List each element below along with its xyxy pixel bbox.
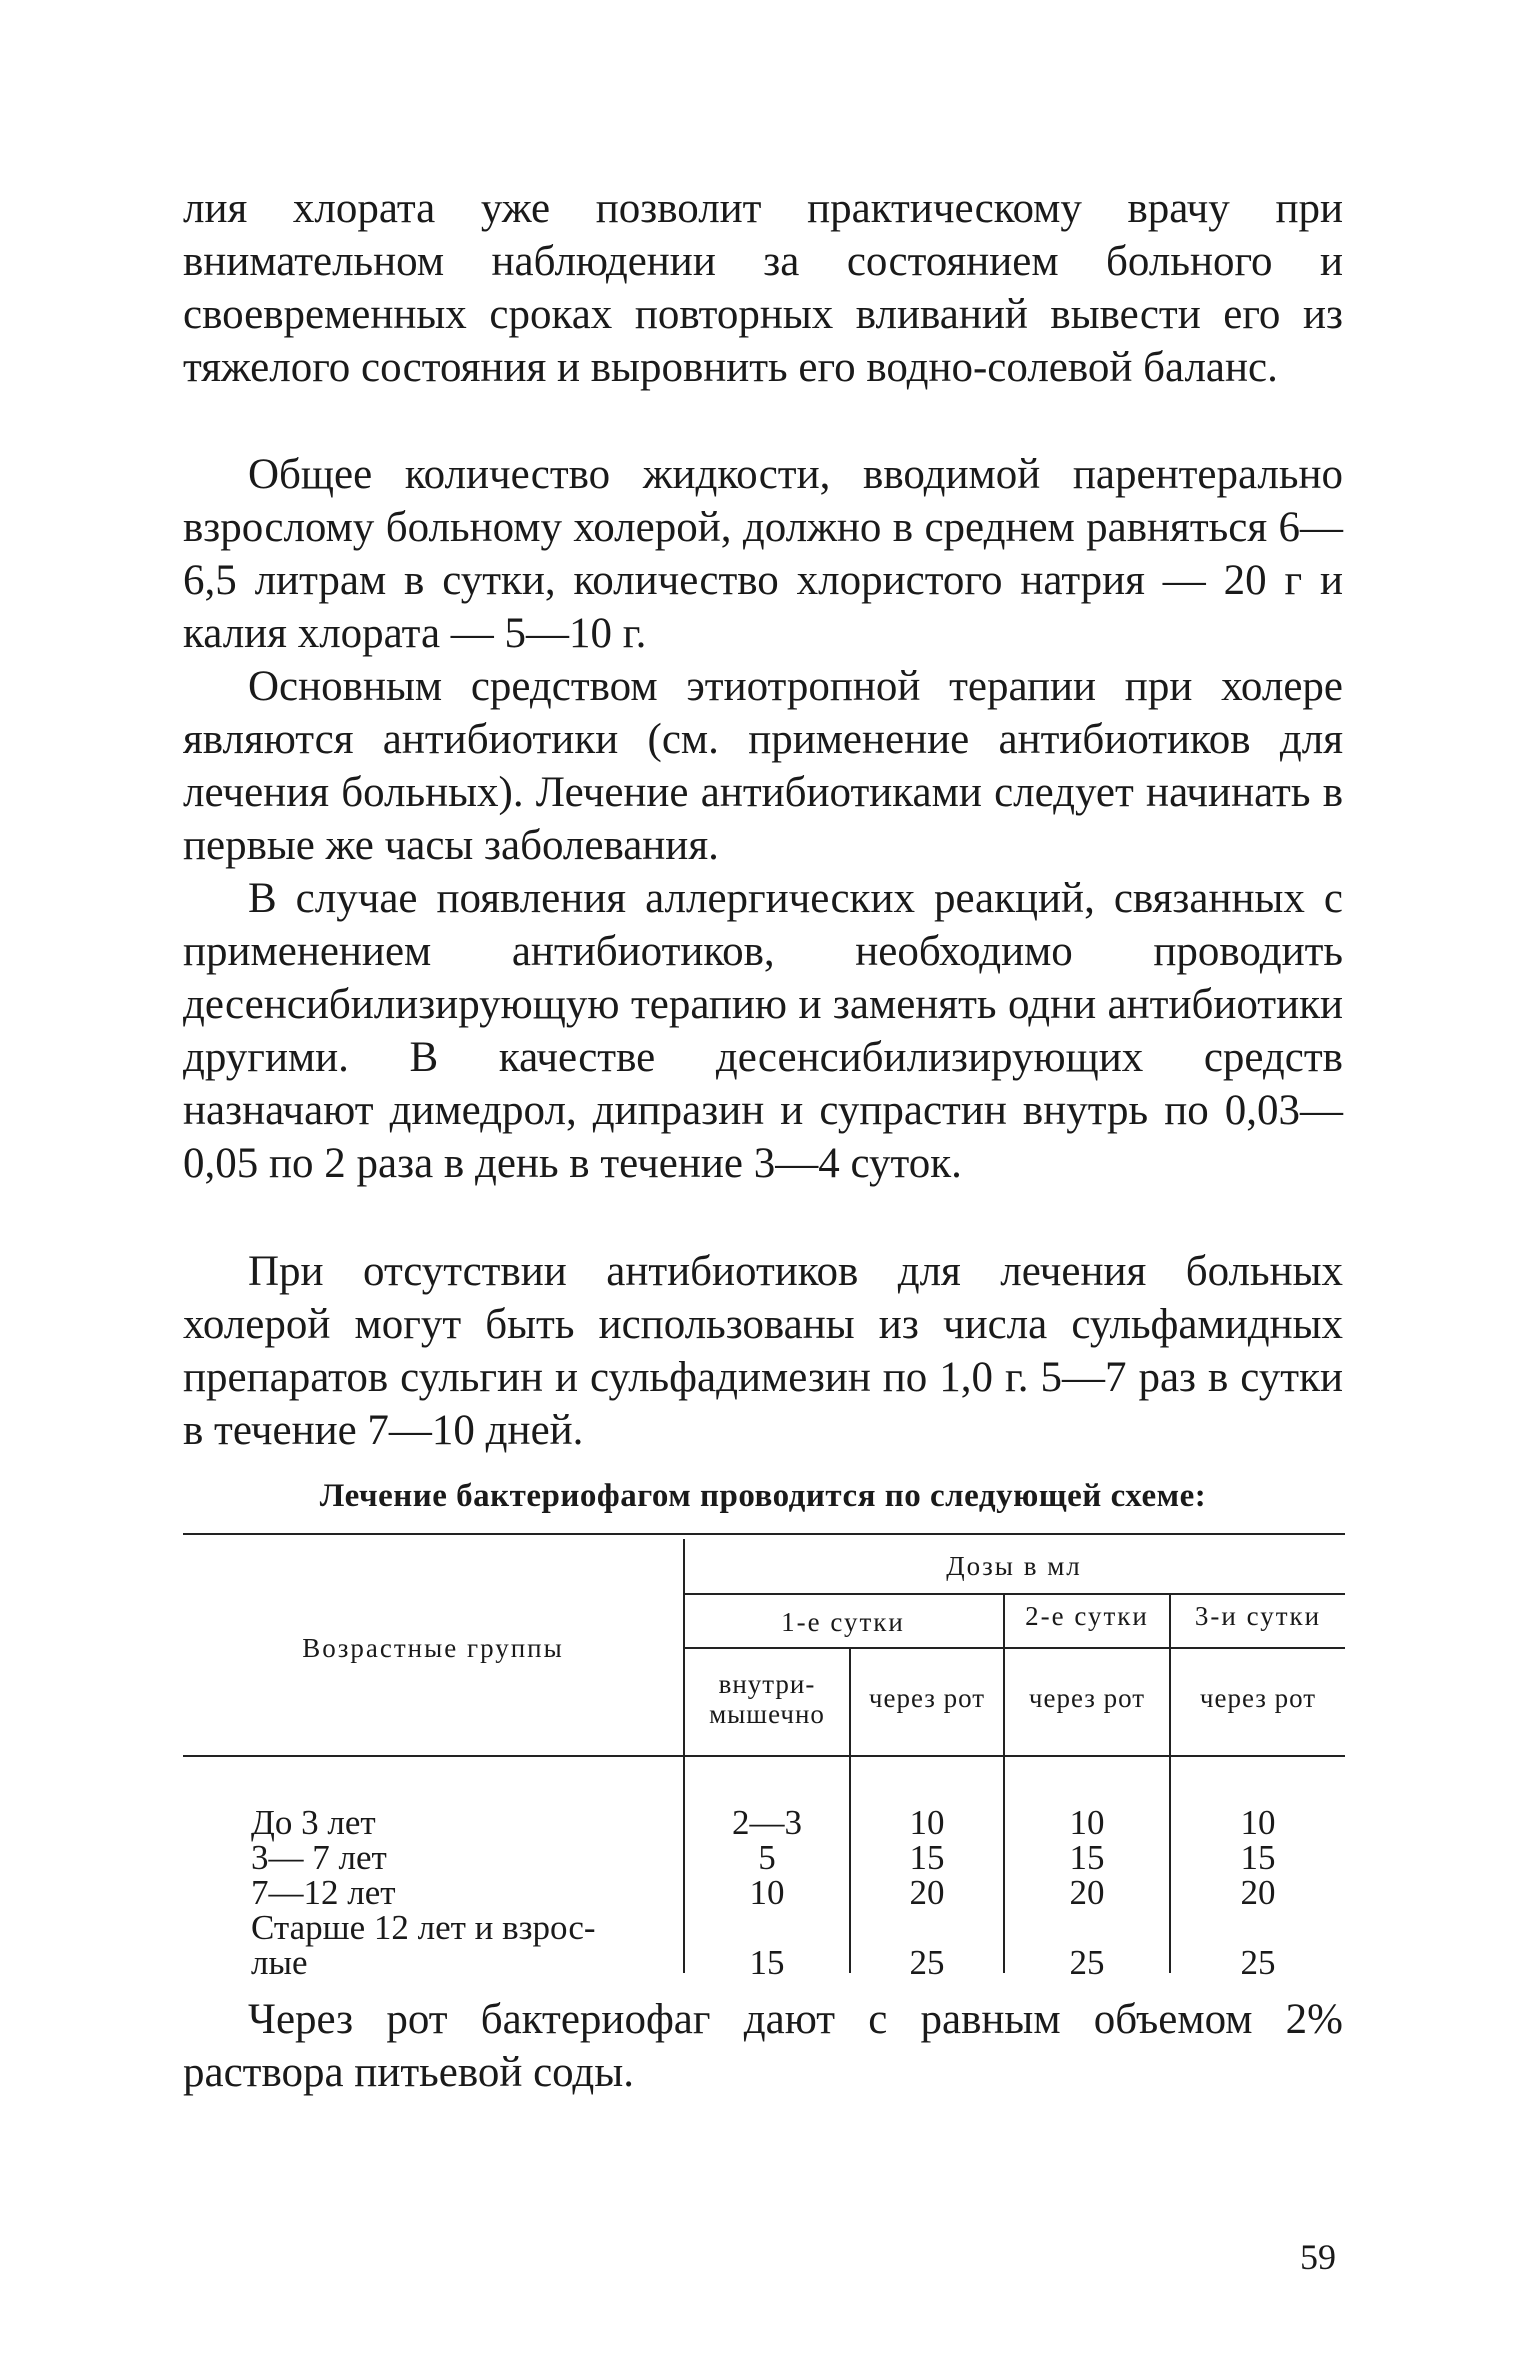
header-intramuscular-line2: мышечно — [709, 1699, 825, 1729]
cell-d2-1: 10 — [1069, 1803, 1105, 1842]
row-age-4-line2: лые — [251, 1943, 308, 1982]
cell-d1-4: 25 — [909, 1943, 945, 1982]
cell-im-3: 10 — [749, 1873, 785, 1912]
cell-d3-3: 20 — [1240, 1873, 1276, 1912]
header-intramuscular — [685, 1669, 849, 1729]
header-day-3: 3-и сутки — [1194, 1601, 1322, 1631]
row-age-2: 3— 7 лет — [251, 1838, 387, 1877]
cell-d3-2: 15 — [1240, 1838, 1276, 1877]
paragraph-2-text: Общее количество жидкости, вводимой парентерально взрослому больному холерой, должно в среднем равняться 6—6,5 литрам в сутки, количество хлористого натрия — 20 г и калия хлората — 5—10 г. — [183, 451, 1343, 657]
header-intramuscular-line1: внутри- — [718, 1669, 816, 1699]
cell-d2-2: 15 — [1069, 1838, 1105, 1877]
cell-d1-1: 10 — [909, 1803, 945, 1842]
closing-paragraph — [183, 1993, 1343, 2099]
paragraph-1-text: лия хлората уже позволит практическому врачу при внимательном наблюдении за состоянием больного и своевременных сроках повторных вливаний вывести его из тяжелого состояния и выровнить его водно-солевой баланс. — [183, 185, 1343, 391]
dosage-table — [183, 1533, 1345, 1982]
paragraph-5 — [183, 1245, 1343, 1457]
header-day-1: 1-е сутки — [781, 1607, 905, 1637]
header-age-groups: Возрастные группы — [302, 1633, 564, 1663]
row-age-3: 7—12 лет — [251, 1873, 396, 1912]
day-header-rule — [685, 1647, 1345, 1649]
header-oral-day-3: через рот — [1199, 1683, 1317, 1713]
row-age-4-line1: Старше 12 лет и взрос- — [251, 1908, 596, 1947]
paragraph-4 — [183, 872, 1343, 1190]
cell-d1-3: 20 — [909, 1873, 945, 1912]
header-doses: Дозы в мл — [946, 1551, 1082, 1581]
cell-d2-3: 20 — [1069, 1873, 1105, 1912]
cell-d2-4: 25 — [1069, 1943, 1105, 1982]
closing-paragraph-text: Через рот бактериофаг дают с равным объемом 2% раствора питьевой соды. — [183, 1996, 1343, 2096]
page-number: 59 — [1300, 2237, 1336, 2277]
header-oral-day-1: через рот — [868, 1683, 986, 1713]
paragraph-4-text: В случае появления аллергических реакций, связанных с применением антибиотиков, необходимо проводить десенсибилизирующую терапию и заменять одни антибиотики другими. В качестве десенсибилизирующих средств назначают димедрол, дипразин и супрастин внутрь по 0,03—0,05 по 2 раза в день в течение 3—4 суток. — [183, 875, 1343, 1187]
day3-column-divider — [1169, 1595, 1171, 1973]
day2-column-divider — [1003, 1595, 1005, 1973]
cell-d3-1: 10 — [1240, 1803, 1276, 1842]
paragraph-5-text: При отсутствии антибиотиков для лечения больных холерой могут быть использованы из числа сульфамидных препаратов сульгин и сульфадимезин по 1,0 г. 5—7 раз в сутки в течение 7—10 дней. — [183, 1248, 1343, 1454]
paragraph-3-text: Основным средством этиотропной терапии при холере являются антибиотики (см. применение антибиотиков для лечения больных). Лечение антибиотиками следует начинать в первые же часы заболевания. — [183, 663, 1343, 869]
cell-d3-4: 25 — [1240, 1943, 1276, 1982]
header-oral-day-2: через рот — [1028, 1683, 1146, 1713]
table-top-rule — [183, 1533, 1345, 1535]
paragraph-2 — [183, 448, 1343, 660]
cell-im-1: 2—3 — [732, 1803, 802, 1842]
cell-im-2: 5 — [758, 1838, 776, 1877]
row-age-1: До 3 лет — [251, 1803, 376, 1842]
cell-d1-2: 15 — [909, 1838, 945, 1877]
paragraph-1 — [183, 182, 1343, 394]
cell-im-4: 15 — [749, 1943, 785, 1982]
header-day-2: 2-е сутки — [1025, 1601, 1149, 1631]
table-caption: Лечение бактериофагом проводится по следующей схеме: — [319, 1478, 1207, 1514]
paragraph-3 — [183, 660, 1343, 872]
doses-header-rule — [685, 1593, 1345, 1595]
